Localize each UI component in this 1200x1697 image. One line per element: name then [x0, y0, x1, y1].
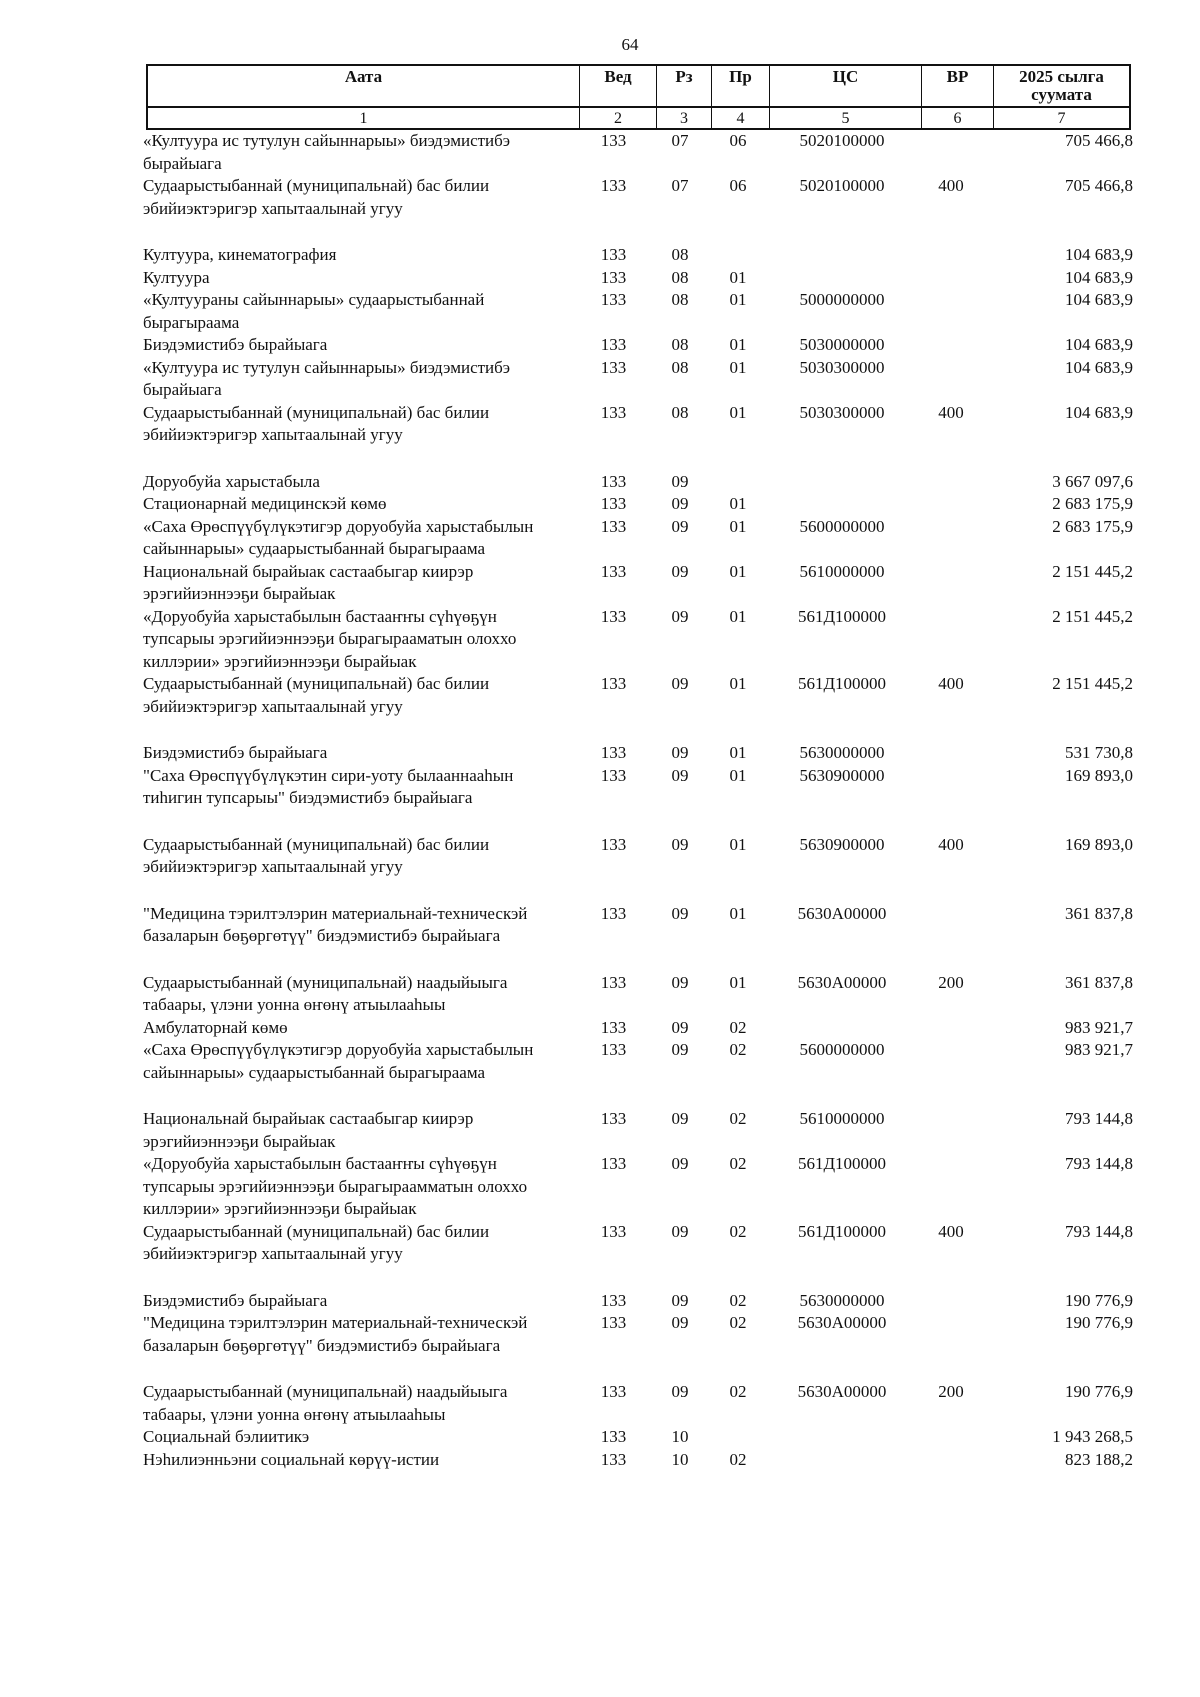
cell-ved: 133 — [600, 1382, 627, 1401]
cell-pr: 01 — [729, 516, 747, 536]
cell-name: Култуура — [143, 267, 210, 287]
cell-name: «Саха Өрөспүүбүлүкэтигэр доруобуйа харыстабылын сайыннарыы» судаарыстыбаннай бырагыраама — [143, 516, 534, 558]
cell-ved: 133 — [600, 516, 627, 536]
cell-sum: 2 151 445,2 — [1052, 561, 1133, 581]
cell-name: "Саха Өрөспүүбүлүкэтин сири-уоту былааннааһын тиһигин тупсарыы" биэдэмистибэ бырайыага — [143, 765, 514, 807]
cell-sum: 983 921,7 — [1065, 1017, 1133, 1037]
header-num-5: 5 — [770, 108, 922, 128]
header-num-1: 1 — [148, 108, 580, 128]
cell-name: Судаарыстыбаннай (муниципальнай) наадыйыыга табаары, үлэни уонна өҥөнү атыылааһыы — [143, 972, 508, 1014]
table-row — [143, 1290, 1133, 1313]
cell-rz: 07 — [671, 131, 689, 150]
cell-pr: 01 — [729, 674, 747, 693]
cell-sum: 104 683,9 — [1065, 402, 1133, 422]
cell-vr — [917, 516, 985, 561]
cell-rz: 08 — [671, 290, 689, 309]
cell-sum: 793 144,8 — [1065, 1221, 1133, 1241]
cell-vr — [917, 1449, 985, 1472]
cell-cs: 5630900000 — [799, 834, 885, 854]
cell-sum: 2 151 445,2 — [1052, 606, 1133, 626]
cell-name: Биэдэмистибэ бырайыага — [143, 335, 328, 354]
cell-cs: 5020100000 — [799, 131, 885, 150]
page-number: 64 — [621, 35, 639, 54]
cell-rz: 09 — [671, 1154, 689, 1173]
cell-name: Социальнай бэлиитикэ — [143, 1427, 310, 1446]
cell-sum: 190 776,9 — [1065, 1382, 1133, 1401]
cell-cs — [767, 1426, 917, 1449]
cell-ved: 133 — [600, 471, 627, 491]
cell-sum: 3 667 097,6 — [1052, 471, 1133, 491]
cell-ved: 133 — [600, 972, 627, 992]
cell-rz: 09 — [671, 471, 689, 491]
cell-vr — [917, 357, 985, 402]
cell-cs — [767, 244, 917, 267]
cell-cs: 5630А00000 — [797, 1382, 887, 1401]
cell-name: Биэдэмистибэ бырайыага — [143, 743, 328, 762]
table-row — [143, 1153, 1133, 1221]
table-row — [143, 1381, 1133, 1426]
cell-vr — [917, 765, 985, 810]
cell-name: Судаарыстыбаннай (муниципальнай) бас билии эбийиэктэригэр хапытаалынай угуу — [143, 176, 490, 218]
cell-cs — [767, 267, 917, 290]
cell-rz: 08 — [671, 335, 689, 354]
cell-vr — [917, 1153, 985, 1221]
cell-pr: 02 — [729, 1313, 747, 1332]
cell-sum: 823 188,2 — [1065, 1449, 1133, 1469]
cell-rz: 09 — [671, 1382, 689, 1401]
cell-ved: 133 — [600, 1109, 627, 1128]
cell-vr — [917, 1426, 985, 1449]
cell-pr: 02 — [729, 1109, 747, 1128]
cell-sum: 104 683,9 — [1065, 267, 1133, 287]
cell-vr — [917, 1017, 985, 1040]
cell-cs: 561Д100000 — [797, 1154, 887, 1173]
header-vr: ВР — [922, 66, 994, 106]
header-sum: 2025 сылга суумата — [1019, 67, 1104, 104]
cell-ved: 133 — [600, 606, 627, 626]
cell-name: Судаарыстыбаннай (муниципальнай) наадыйыыга табаары, үлэни уонна өҥөнү атыылааһыы — [143, 1382, 508, 1424]
cell-rz: 09 — [671, 1221, 689, 1241]
cell-ved: 133 — [600, 674, 627, 693]
cell-sum: 705 466,8 — [1065, 176, 1133, 195]
row-spacer — [143, 718, 1133, 742]
cell-rz: 09 — [671, 834, 689, 854]
cell-vr — [917, 606, 985, 674]
cell-rz: 09 — [671, 1313, 689, 1332]
table-row — [143, 130, 1133, 175]
cell-cs: 561Д100000 — [797, 606, 887, 626]
cell-pr: 02 — [729, 1382, 747, 1401]
cell-cs: 5630А00000 — [797, 1313, 887, 1332]
cell-sum: 793 144,8 — [1065, 1109, 1133, 1128]
cell-rz: 09 — [671, 561, 689, 581]
row-spacer — [143, 447, 1133, 471]
cell-pr: 02 — [729, 1290, 747, 1310]
cell-sum: 983 921,7 — [1065, 1040, 1133, 1059]
cell-cs: 561Д100000 — [797, 674, 887, 693]
header-rz: Рз — [657, 66, 712, 106]
table-row — [143, 1221, 1133, 1266]
cell-vr: 400 — [938, 402, 964, 422]
cell-pr: 01 — [729, 834, 747, 854]
cell-cs: 5630А00000 — [797, 972, 887, 992]
cell-name: «Култуураны сайыннарыы» судаарыстыбаннай бырагыраама — [143, 290, 485, 332]
cell-pr: 01 — [729, 494, 747, 513]
cell-pr: 02 — [729, 1040, 747, 1059]
cell-cs: 5030300000 — [799, 357, 885, 377]
cell-ved: 133 — [600, 176, 627, 195]
cell-name: "Медицина тэрилтэлэрин материальнай-техническэй базаларын бөҕөргөтүү" биэдэмистибэ бырайыага — [143, 1313, 528, 1355]
cell-sum: 793 144,8 — [1065, 1154, 1133, 1173]
header-num-2: 2 — [580, 108, 657, 128]
row-spacer — [143, 220, 1133, 244]
cell-vr — [917, 1108, 985, 1153]
cell-rz: 09 — [671, 1017, 689, 1037]
cell-rz: 09 — [671, 765, 689, 785]
cell-name: "Медицина тэрилтэлэрин материальнай-техническэй базаларын бөҕөргөтүү" биэдэмистибэ бырайыага — [143, 903, 528, 945]
cell-sum: 2 683 175,9 — [1052, 494, 1133, 513]
cell-name: «Доруобуйа харыстабылын бастааҥҥы сүһүөҕүн тупсарыы эрэгийиэннээҕи бырагыраамматын олоххо киллэрии» эрэгийиэннээҕи бырайыак — [143, 1154, 528, 1218]
cell-pr: 02 — [729, 1221, 747, 1241]
cell-ved: 133 — [600, 834, 627, 854]
cell-vr — [917, 1312, 985, 1357]
cell-vr — [917, 493, 985, 516]
cell-vr — [917, 471, 985, 494]
table-row — [143, 175, 1133, 220]
cell-cs — [767, 493, 917, 516]
cell-name: «Саха Өрөспүүбүлүкэтигэр доруобуйа харыстабылын сайыннарыы» судаарыстыбаннай бырагыраама — [143, 1040, 534, 1082]
cell-name: Нэһилиэнньэни социальнай көрүү-истии — [143, 1449, 440, 1469]
cell-pr: 02 — [729, 1449, 747, 1469]
cell-ved: 133 — [600, 561, 627, 581]
cell-vr — [917, 244, 985, 267]
cell-vr — [917, 289, 985, 334]
cell-cs — [767, 1017, 917, 1040]
row-spacer — [143, 1084, 1133, 1108]
table-row — [143, 606, 1133, 674]
table-row — [143, 1449, 1133, 1472]
cell-name: Судаарыстыбаннай (муниципальнай) бас билии эбийиэктэригэр хапытаалынай угуу — [143, 674, 490, 716]
table-row — [143, 493, 1133, 516]
row-spacer — [143, 1357, 1133, 1381]
cell-cs: 5020100000 — [799, 176, 885, 195]
cell-name: Судаарыстыбаннай (муниципальнай) бас билии эбийиэктэригэр хапытаалынай угуу — [143, 1221, 490, 1263]
cell-sum: 2 151 445,2 — [1052, 674, 1133, 693]
cell-rz: 09 — [671, 743, 689, 762]
cell-pr: 01 — [729, 561, 747, 581]
cell-rz: 10 — [671, 1449, 689, 1469]
table-row — [143, 402, 1133, 447]
cell-sum: 169 893,0 — [1065, 834, 1133, 854]
table-row — [143, 742, 1133, 765]
cell-name: Национальнай бырайыак састаабыгар киирэр эрэгийиэннээҕи бырайыак — [143, 1109, 474, 1151]
cell-rz: 09 — [671, 1040, 689, 1059]
cell-ved: 133 — [600, 1427, 627, 1446]
cell-rz: 09 — [671, 1290, 689, 1310]
table-row — [143, 244, 1133, 267]
cell-cs: 5030300000 — [799, 402, 885, 422]
table-row — [143, 334, 1133, 357]
cell-vr: 400 — [938, 834, 964, 854]
cell-ved: 133 — [600, 335, 627, 354]
cell-ved: 133 — [600, 743, 627, 762]
table-row — [143, 1426, 1133, 1449]
table-row — [143, 765, 1133, 810]
cell-ved: 133 — [600, 903, 627, 923]
cell-name: Судаарыстыбаннай (муниципальнай) бас билии эбийиэктэригэр хапытаалынай угуу — [143, 402, 490, 444]
cell-pr: 01 — [729, 765, 747, 785]
cell-rz: 08 — [671, 267, 689, 287]
cell-name: Национальнай бырайыак састаабыгар киирэр эрэгийиэннээҕи бырайыак — [143, 561, 474, 603]
cell-sum: 531 730,8 — [1065, 743, 1133, 762]
cell-rz: 09 — [671, 903, 689, 923]
cell-ved: 133 — [600, 1017, 627, 1037]
cell-sum: 361 837,8 — [1065, 972, 1133, 992]
table-row — [143, 561, 1133, 606]
cell-name: «Култуура ис тутулун сайыннарыы» биэдэмистибэ бырайыага — [143, 131, 511, 173]
cell-name: Судаарыстыбаннай (муниципальнай) бас билии эбийиэктэригэр хапытаалынай угуу — [143, 834, 490, 876]
cell-sum: 169 893,0 — [1065, 765, 1133, 785]
cell-cs: 5030000000 — [799, 335, 885, 354]
cell-cs: 5630А00000 — [797, 903, 887, 923]
cell-rz: 08 — [671, 357, 689, 377]
cell-cs: 5630000000 — [799, 743, 885, 762]
cell-rz: 09 — [671, 674, 689, 693]
cell-vr: 400 — [938, 1221, 964, 1241]
cell-cs — [767, 471, 917, 494]
cell-pr: 01 — [729, 290, 747, 309]
cell-pr: 01 — [729, 972, 747, 992]
cell-sum: 104 683,9 — [1065, 357, 1133, 377]
header-num-6: 6 — [922, 108, 994, 128]
table-row — [143, 1312, 1133, 1357]
cell-rz: 09 — [671, 494, 689, 513]
cell-pr: 06 — [729, 176, 747, 195]
row-spacer — [143, 879, 1133, 903]
cell-cs: 5600000000 — [799, 1040, 885, 1059]
cell-ved: 133 — [600, 765, 627, 785]
cell-rz: 07 — [671, 176, 689, 195]
cell-pr: 01 — [729, 267, 747, 287]
cell-ved: 133 — [600, 131, 627, 150]
cell-pr — [709, 1426, 767, 1449]
cell-pr — [709, 471, 767, 494]
cell-rz: 08 — [671, 402, 689, 422]
cell-pr: 02 — [729, 1154, 747, 1173]
cell-cs: 5000000000 — [799, 290, 885, 309]
cell-rz: 08 — [671, 245, 689, 264]
cell-rz: 09 — [671, 972, 689, 992]
table-row — [143, 972, 1133, 1017]
cell-cs: 5600000000 — [799, 516, 885, 536]
cell-ved: 133 — [600, 1221, 627, 1241]
header-pr: Пр — [712, 66, 770, 106]
table-row — [143, 516, 1133, 561]
table-row — [143, 289, 1133, 334]
cell-pr — [709, 244, 767, 267]
cell-sum: 361 837,8 — [1065, 903, 1133, 923]
header-num-3: 3 — [657, 108, 712, 128]
cell-sum: 705 466,8 — [1065, 131, 1133, 150]
cell-ved: 133 — [600, 494, 627, 513]
cell-vr: 200 — [938, 972, 964, 992]
table-header — [146, 64, 1131, 130]
table-row — [143, 1017, 1133, 1040]
cell-cs — [767, 1449, 917, 1472]
table-row — [143, 267, 1133, 290]
table-row — [143, 673, 1133, 718]
cell-pr: 01 — [729, 743, 747, 762]
cell-pr: 02 — [729, 1017, 747, 1037]
cell-rz: 09 — [671, 606, 689, 626]
cell-pr: 01 — [729, 357, 747, 377]
table-row — [143, 903, 1133, 948]
cell-pr: 01 — [729, 402, 747, 422]
cell-cs: 5630900000 — [799, 765, 885, 785]
cell-vr: 400 — [938, 674, 964, 693]
cell-rz: 10 — [671, 1427, 689, 1446]
cell-ved: 133 — [600, 402, 627, 422]
cell-sum: 104 683,9 — [1065, 335, 1133, 354]
cell-sum: 190 776,9 — [1065, 1313, 1133, 1332]
cell-name: «Култуура ис тутулун сайыннарыы» биэдэмистибэ бырайыага — [143, 357, 511, 399]
cell-sum: 190 776,9 — [1065, 1290, 1133, 1310]
cell-name: Култуура, кинематография — [143, 245, 337, 264]
cell-cs: 5610000000 — [799, 561, 885, 581]
cell-ved: 133 — [600, 1449, 627, 1469]
cell-ved: 133 — [600, 1154, 627, 1173]
cell-name: Биэдэмистибэ бырайыага — [143, 1290, 328, 1310]
table-row — [143, 1108, 1133, 1153]
table-body — [143, 130, 1133, 1471]
cell-name: Стационарнай медицинскэй көмө — [143, 494, 387, 513]
cell-sum: 104 683,9 — [1065, 290, 1133, 309]
cell-cs: 5630000000 — [799, 1290, 885, 1310]
row-spacer — [143, 1266, 1133, 1290]
cell-vr — [917, 267, 985, 290]
row-spacer — [143, 810, 1133, 834]
cell-rz: 09 — [671, 516, 689, 536]
cell-cs: 561Д100000 — [797, 1221, 887, 1241]
cell-vr — [917, 334, 985, 357]
cell-vr — [917, 903, 985, 948]
cell-ved: 133 — [600, 1040, 627, 1059]
cell-ved: 133 — [600, 357, 627, 377]
header-name: Аата — [148, 66, 580, 106]
cell-ved: 133 — [600, 1313, 627, 1332]
cell-vr — [917, 1290, 985, 1313]
header-cs: ЦС — [770, 66, 922, 106]
cell-ved: 133 — [600, 245, 627, 264]
cell-rz: 09 — [671, 1109, 689, 1128]
cell-sum: 1 943 268,5 — [1052, 1427, 1133, 1446]
cell-ved: 133 — [600, 267, 627, 287]
cell-pr: 01 — [729, 606, 747, 626]
cell-cs: 5610000000 — [799, 1109, 885, 1128]
cell-name: «Доруобуйа харыстабылын бастааҥҥы сүһүөҕүн тупсарыы эрэгийиэннээҕи бырагырааматын олоххо киллэрии» эрэгийиэннээҕи бырайыак — [143, 606, 517, 671]
header-ved: Вед — [580, 66, 657, 106]
cell-vr — [917, 130, 985, 175]
cell-vr: 200 — [938, 1382, 964, 1401]
cell-sum: 2 683 175,9 — [1052, 516, 1133, 536]
header-num-4: 4 — [712, 108, 770, 128]
table-row — [143, 834, 1133, 879]
table-row — [143, 357, 1133, 402]
cell-name: Доруобуйа харыстабыла — [143, 471, 320, 491]
cell-pr: 01 — [729, 903, 747, 923]
table-row — [143, 471, 1133, 494]
row-spacer — [143, 948, 1133, 972]
cell-sum: 104 683,9 — [1065, 245, 1133, 264]
cell-name: Амбулаторнай көмө — [143, 1017, 288, 1037]
header-num-7: 7 — [1057, 110, 1066, 127]
cell-vr: 400 — [938, 176, 964, 195]
table-row — [143, 1039, 1133, 1084]
cell-ved: 133 — [600, 1290, 627, 1310]
cell-ved: 133 — [600, 290, 627, 309]
cell-vr — [917, 1039, 985, 1084]
cell-pr: 01 — [729, 335, 747, 354]
cell-vr — [917, 742, 985, 765]
cell-vr — [917, 561, 985, 606]
cell-pr: 06 — [729, 131, 747, 150]
